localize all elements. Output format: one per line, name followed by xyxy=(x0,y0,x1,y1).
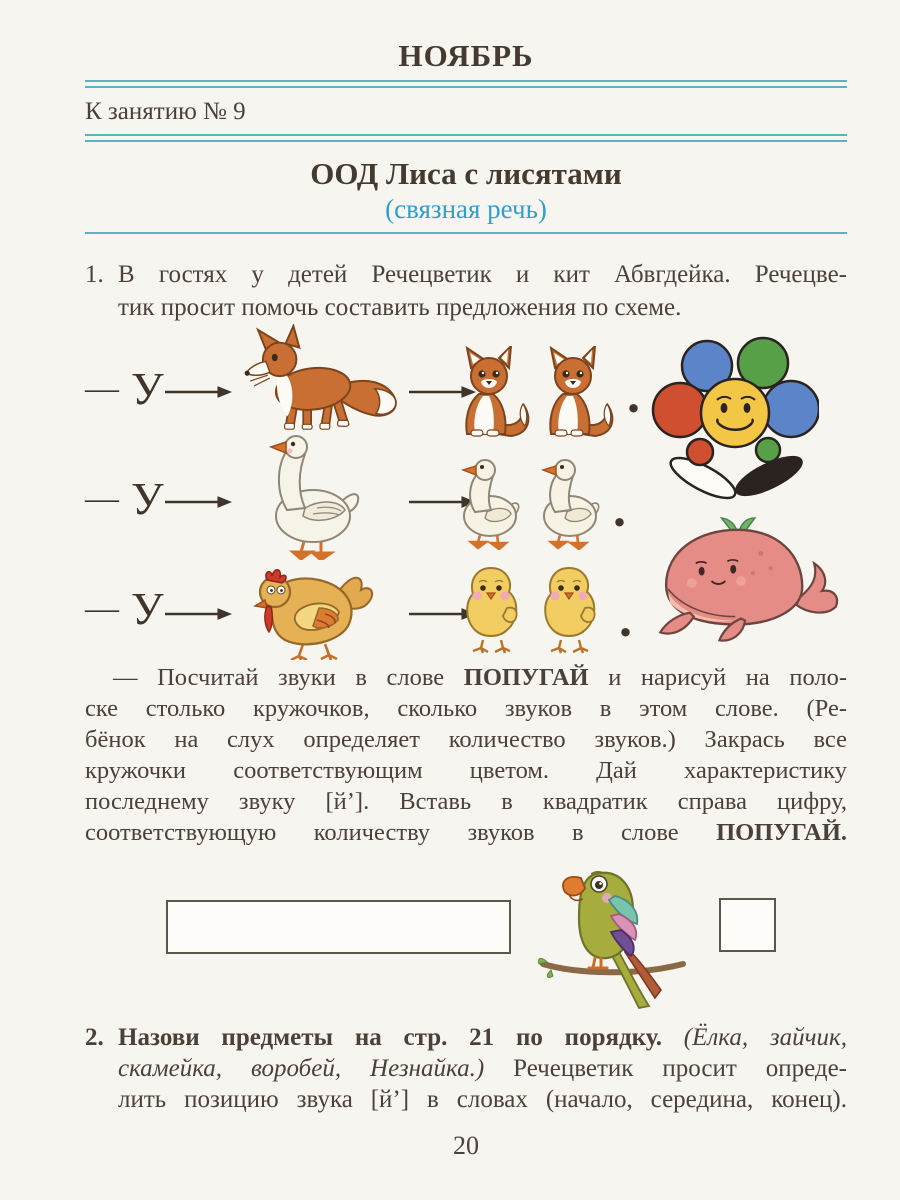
para-text: последнему звуку [й’]. Вставь в квадратик справа цифру, xyxy=(85,788,847,815)
double-rule-mid xyxy=(85,134,847,142)
goose-image xyxy=(257,428,369,565)
task-number: 1. xyxy=(85,261,104,288)
popugay-task xyxy=(85,662,847,848)
arrow-icon xyxy=(165,494,233,515)
task-1 xyxy=(85,258,847,324)
task-line: тик просит помочь составить предложения по схеме. xyxy=(118,294,682,321)
parrot-image xyxy=(537,852,689,1015)
para-text: и нарисуй на поло- xyxy=(608,664,848,691)
sentence-scheme: — У . — У . — У . xyxy=(85,324,847,660)
row-dash: — xyxy=(85,590,119,627)
arrow-icon xyxy=(165,384,233,405)
chick-image xyxy=(535,562,603,654)
goslings-image xyxy=(453,454,605,550)
row-letter: У xyxy=(131,363,164,414)
task-line: Назови предметы на стр. 21 по порядку. xyxy=(118,1024,662,1051)
fox-cubs-image xyxy=(453,346,615,438)
lesson-ref: К занятию № 9 xyxy=(85,98,246,125)
para-text: бёнок на слух определяет количество звуков.) Закрась все xyxy=(85,726,847,753)
answer-strip xyxy=(166,900,511,954)
scheme-row-hen-label xyxy=(85,583,164,634)
answer-square xyxy=(719,898,776,952)
para-text: ске столько кружочков, сколько звуков в этом слове. (Ре- xyxy=(85,695,847,722)
answer-area xyxy=(85,852,847,1014)
para-text: соответствующую количеству звуков в слове xyxy=(85,819,679,846)
para-text: кружочки соответствующим цветом. Дай характеристику xyxy=(85,757,847,784)
task-line: В гостях у детей Речецветик и кит Абвгдейка. Речецве- xyxy=(118,261,847,288)
rechetsvetik-image xyxy=(651,330,819,517)
hen-image xyxy=(241,552,381,665)
para-word-popugay: ПОПУГАЙ. xyxy=(716,819,848,846)
month-header: НОЯБРЬ xyxy=(398,38,534,73)
row-dash: — xyxy=(85,370,119,407)
gosling-image xyxy=(533,454,605,550)
scheme-row-fox-label xyxy=(85,363,164,414)
fox-cub-image xyxy=(453,346,531,438)
row-letter: У xyxy=(131,583,164,634)
page-title: ООД Лиса с лисятами xyxy=(310,156,622,191)
task-2 xyxy=(85,1022,847,1115)
fox-cub-image xyxy=(537,346,615,438)
chick-image xyxy=(457,562,525,654)
task-line: Речецветик просит опреде- xyxy=(513,1055,848,1082)
arrow-icon xyxy=(165,606,233,627)
gosling-image xyxy=(453,454,525,550)
scheme-row-goose-label xyxy=(85,473,164,524)
chicks-image xyxy=(457,562,603,654)
whale-image xyxy=(641,514,856,665)
page-number: 20 xyxy=(453,1131,479,1160)
row-letter: У xyxy=(131,473,164,524)
task-number: 2. xyxy=(85,1024,104,1051)
para-text: — Посчитай звуки в слове xyxy=(113,664,445,691)
row-dash: — xyxy=(85,480,119,517)
task-line: (Ёлка, зайчик, xyxy=(683,1024,848,1051)
page-subtitle: (связная речь) xyxy=(385,194,547,224)
para-word-popugay: ПОПУГАЙ xyxy=(463,664,589,691)
task-line: лить позицию звука [й’] в словах (начало, середина, конец). xyxy=(118,1086,847,1113)
task-line: скамейка, воробей, Незнайка.) xyxy=(118,1055,485,1082)
single-rule xyxy=(85,232,847,234)
double-rule-top xyxy=(85,80,847,88)
